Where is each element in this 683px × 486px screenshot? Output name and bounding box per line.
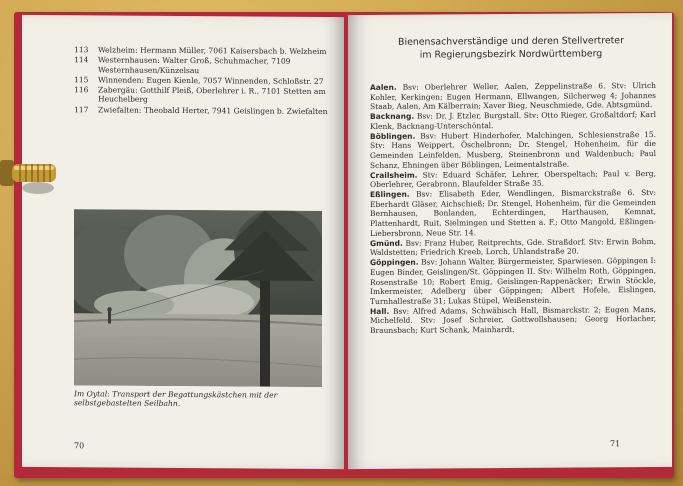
entry-text: Zwiefalten: Theobald Herter, 7941 Geislingen b. Zwiefalten [98, 104, 328, 116]
page-number: 70 [74, 441, 85, 451]
list-item [74, 105, 334, 116]
district-name: Crailsheim. [370, 170, 418, 180]
entry-text: Bsv: Johann Walter, Bürgermeister, Sparwiesen. Göppingen I: Eugen Binder, Geislingen/St. Göppingen II. Stv: Wilhelm Roth, Göppingen, Rosenstraße 10; Robert Emig, Geislingen-Rappenäcker; Erwin Stöckle, Imkermeister, Adelberg über Göppingen; Albert Hofele, Eislingen, Turnhallestraße 31; Lukas Stüpel, Weißenstein. [370, 256, 656, 306]
meadow-photo [74, 209, 322, 387]
list-item [370, 305, 656, 336]
entry-number: 115 [74, 75, 89, 85]
list-item [74, 85, 334, 106]
district-name: Göppingen. [370, 258, 419, 268]
entry-text: Bsv: Hubert Hinderhofer, Malchingen, Schlesienstraße 15. Stv: Hans Weippert, Öschelbronn; Dr. Stengel, Hohenheim, für die Gemeinden Leinfelden, Musberg, Steinenbronn und Waldenbuch; Paul Schanz, Ehningen über Böblingen, Leimentalstraße. [370, 129, 656, 170]
entry-text: Bsv: Franz Huber, Reitprechts, Gde. Straßdorf. Stv: Erwin Bohm, Waldstetten; Friedrich Kreeb, Lorch, Uhlandstraße 20. [370, 236, 656, 258]
heading-line-2: im Regierungsbezirk Nordwürttemberg [419, 47, 603, 61]
list-item [370, 237, 656, 258]
list-item [370, 130, 656, 170]
district-name: Eßlingen. [370, 190, 410, 200]
entry-text: Bsv: Alfred Adams, Schwäbisch Hall, Bismarckstr. 2; Eugen Mans, Michelfeld. Stv: Josef Schreier, Gottwollshausen; Georg Horlacher, Braunsbach; Kurt Schank, Mainhardt. [370, 304, 656, 335]
list-item [370, 169, 656, 190]
district-name: Aalen. [370, 82, 397, 92]
meadow-photo-illustration [74, 209, 322, 387]
list-item [370, 81, 656, 112]
left-page [22, 15, 344, 469]
entry-number: 116 [74, 85, 89, 95]
entry-text: Stv: Eduard Schäfer, Lehrer, Oberspeltach; Paul v. Berg, Oberlehrer, Gerabronn, Blaufelder Straße 35. [370, 168, 656, 190]
entry-text: Winnenden: Eugen Kienle, 7057 Winnenden, Schloßstr. 27 [98, 75, 324, 86]
entry-text: Bsv: Oberlehrer Weller, Aalen, Zeppelinstraße 6. Stv: Ulrich Kohler, Kerkingen; Eugen Hermann, Ellwangen, Silcherweg 4; Johannes Staab, Aalen, Am Kälberrain; Xaver Bieg, Neuschmiede, Gde. Abtsgmünd. [370, 80, 656, 112]
entry-list [74, 45, 334, 116]
entry-text: Bsv: Elisabeth Eder, Wendlingen, Bismarckstraße 6. Stv: Eberhardt Gläser, Aichschieß; Dr. Stengel, Hohenheim, für die Gemeinden Bernhausen, Bonlanden, Echterdingen, Harthausen, Kemnat, Plattenhardt, Ruit, Sielmingen und Stetten a. F.; Otto Mangold, Eßlingen-Liebersbronn, Neue Str. 14. [370, 188, 657, 238]
district-name: Böblingen. [370, 131, 416, 141]
list-item [370, 188, 656, 238]
entry-list [370, 81, 656, 336]
entry-text: Westernhausen: Walter Groß, Schuhmacher, 7109 Westernhausen/Künzelsau [98, 55, 291, 75]
page-number: 71 [610, 439, 621, 449]
list-item [74, 55, 334, 76]
district-name: Backnang. [370, 111, 415, 122]
list-item [370, 256, 656, 306]
district-name: Hall. [370, 306, 390, 316]
entry-text: Zabergäu: Gotthilf Pleiß, Oberlehrer i. R., 7101 Stetten am Heuchelberg [98, 85, 326, 105]
photo-caption: Im Oytal: Transport der Begattungskästchen mit der selbstgebastelten Seilbahn. [74, 389, 278, 409]
entry-number: 113 [74, 45, 89, 55]
list-item [370, 110, 656, 131]
entry-text: Bsv: Dr. J. Etzler, Burgstall. Stv: Otto Rieger, Großaltdorf; Karl Klenk, Backnang-Unterschöntal. [370, 110, 656, 131]
heading-line-1: Bienensachverständige und deren Stellvertreter [398, 35, 624, 48]
district-name: Gmünd. [370, 238, 403, 248]
entry-number: 117 [74, 104, 89, 114]
page-title [366, 35, 656, 62]
entry-text: Welzheim: Hermann Müller, 7061 Kaisersbach b. Welzheim [98, 45, 327, 57]
brass-clamp-icon [0, 142, 60, 202]
entry-number: 114 [74, 55, 89, 65]
right-page [348, 13, 672, 469]
